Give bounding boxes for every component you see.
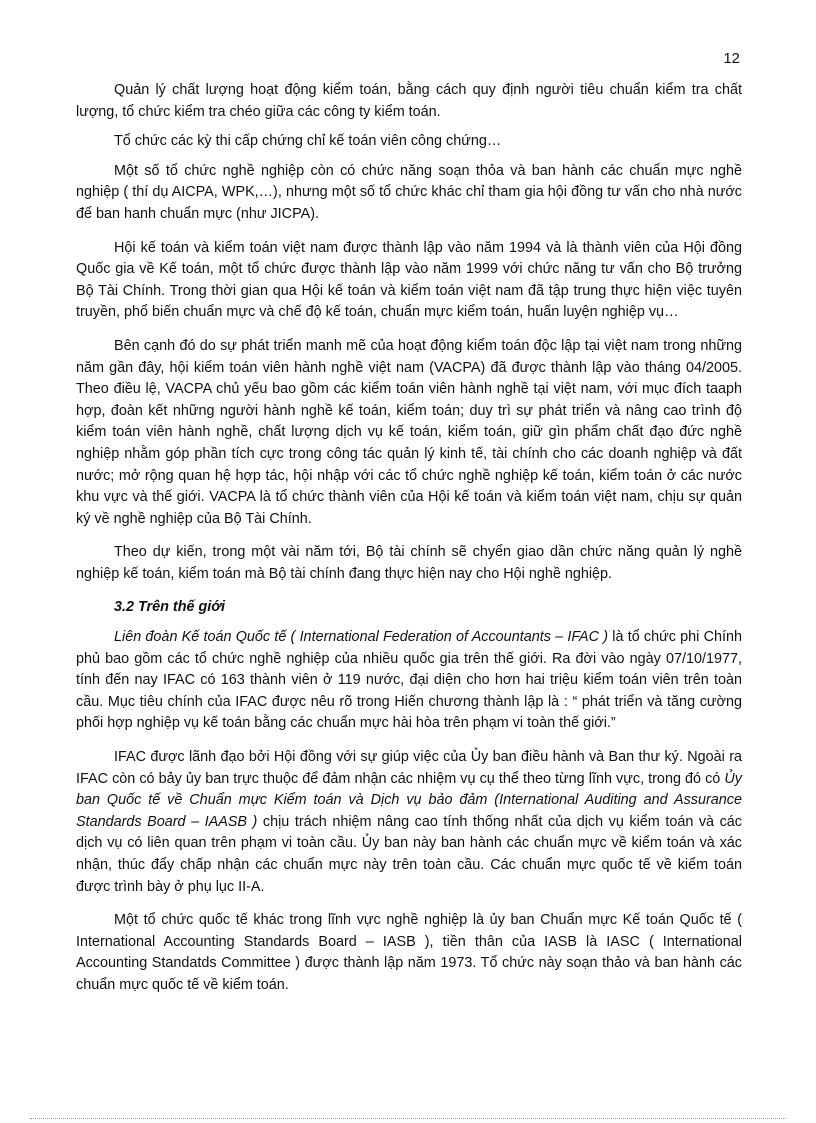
paragraph-vacpa: Bên cạnh đó do sự phát triển manh mẽ của hoạt động kiểm toán độc lập tại việt nam trong những năm gần đây, hội kiểm toán viên hành nghề việt nam (VACPA) đã được thành lập vào tháng 04/2005. Theo điều lệ, VACPA chủ yếu bao gồm các kiểm toán viên hành nghề tại việt nam, với mục đích taaph hợp, đoàn kết những người hành nghề kế toán, kiểm toán; duy trì sự phát triển và nâng cao trình độ kiểm toán viên hành nghề, chất lượng dịch vụ kế toán, kiểm toán, giữ gìn phẩm chất đạo đức nghề nghiệp nhằm góp phần tích cực trong công tác quản lý kinh tế, tài chính cho các doanh nghiệp và đất nước; mở rộng quan hệ hợp tác, hội nhập với các tổ chức nghề nghiệp kế toán, kiểm toán ở các nước khu vực và thế giới. VACPA là tổ chức thành viên của Hội kế toán và kiểm toán việt nam, chịu sự quản ký về nghề nghiệp của Bộ Tài Chính. <box>76 337 742 527</box>
ifac-description: là tổ chức phi Chính phủ bao gồm các tổ chức nghề nghiệp của nhiều quốc gia trên thế giới. Ra đời vào ngày 07/10/1977, tính đến nay IFAC có 163 thành viên ở 119 nước, đại diện cho hơn hai triệu kiểm toán viên trên toàn cầu. Mục tiêu chính của IFAC được nêu rõ trong Hiến chương thành lập là : “ phát triển và tăng cường phối hợp nghiệp vụ kế toán bằng các chuẩn mực hài hòa trên phạm vi toàn thế giới.” <box>76 629 742 732</box>
iaasb-intro: IFAC được lãnh đạo bởi Hội đồng với sự giúp việc của Ủy ban điều hành và Ban thư ký. Ngoài ra IFAC còn có bảy ủy ban trực thuộc để đảm nhận các nhiệm vụ cụ thể theo từng lĩnh vực, trong đó có <box>76 749 742 787</box>
paragraph-standard-setting: Một số tổ chức nghề nghiệp còn có chức năng soạn thỏa và ban hành các chuẩn mực nghề nghiệp ( thí dụ AICPA, WPK,…), nhưng một số tổ chức khác chỉ tham gia hội đồng tư vấn cho nhà nước để ban hanh chuẩn mực (như JICPA). <box>76 162 742 222</box>
paragraph-exams: Tổ chức các kỳ thi cấp chứng chỉ kế toán viên công chứng… <box>114 133 502 150</box>
iaasb-name: Ủy ban Quốc tế về Chuẩn mực Kiểm toán và Dịch vụ bảo đảm (International Auditing and Assurance Standards Board – IAASB ) <box>76 770 742 830</box>
ifac-name: Liên đoàn Kế toán Quốc tế ( International Federation of Accountants – IFAC ) <box>114 629 609 646</box>
page-number: 12 <box>723 50 740 67</box>
paragraph-transfer: Theo dự kiến, trong một vài năm tới, Bộ tài chính sẽ chyển giao dần chức năng quản lý nghề nghiệp kế toán, kiểm toán mà Bộ tài chính đang thực hiện nay cho Hội nghề nghiệp. <box>76 544 742 582</box>
page-bottom-border <box>30 1118 786 1119</box>
iaasb-description: chịu trách nhiệm nâng cao tính thống nhất của dịch vụ kiểm toán và các dịch vụ có liên quan trên phạm vi toàn cầu. Ủy ban này ban hành các chuẩn mực về kiểm toán và xác nhận, thúc đẩy chấp nhận các chuẩn mực này trên toàn cầu. Các chuẩn mực quốc tế về kiểm toán được trình bày ở phụ lục II-A. <box>76 813 742 895</box>
section-heading-world: 3.2 Trên thế giới <box>114 599 225 616</box>
paragraph-vaa: Hội kế toán và kiểm toán việt nam được thành lập vào năm 1994 và là thành viên của Hội đồng Quốc gia về Kế toán, một tổ chức được thành lập vào năm 1999 với chức năng tư vấn cho Bộ trưởng Bộ Tài Chính. Trong thời gian qua Hội kế toán và kiểm toán việt nam đã tập trung thực hiện việc tuyên truyền, phổ biến chuẩn mực và chế độ kế toán, chuẩn mực kiểm toán, huấn luyện nghiệp vụ… <box>76 239 742 321</box>
paragraph-iasb: Một tổ chức quốc tế khác trong lĩnh vực nghề nghiệp là ủy ban Chuẩn mực Kế toán Quốc tế ( International Accounting Standards Board – IASB ), tiền thân của IASB là IASC ( International Accounting Standatds Committee ) được thành lập năm 1973. Tổ chức này soạn thảo và ban hành các chuẩn mực quốc tế về kiểm toán. <box>76 912 742 993</box>
paragraph-iaasb <box>76 747 742 898</box>
paragraph-ifac <box>76 627 742 735</box>
paragraph-quality-control: Quản lý chất lượng hoạt động kiểm toán, bằng cách quy định người tiêu chuẩn kiểm tra chất lượng, tổ chức kiểm tra chéo giữa các công ty kiểm toán. <box>76 82 742 120</box>
document-body <box>76 80 742 1009</box>
